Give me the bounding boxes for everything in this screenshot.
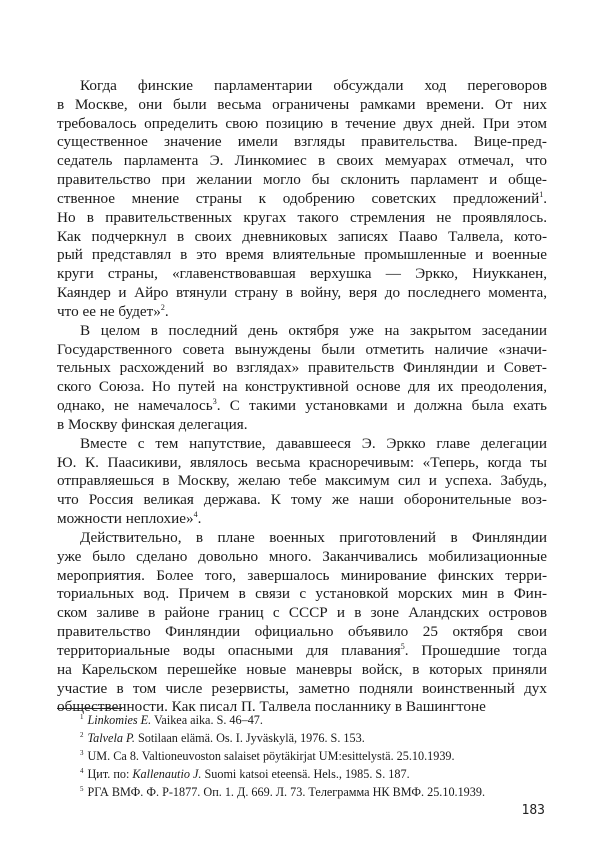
text-line [57,491,547,510]
line-text: ского Союза. Но путей на конструктивной основе для их преодоления, [57,378,547,396]
page-number: 183 [521,803,545,818]
footnote-ref: 4 [193,510,198,520]
line-text: рый представлял в это время влиятельные промышленные и военные [57,246,547,264]
footnote-text: РГА ВМФ. Ф. Р-1877. Оп. 1. Д. 669. Л. 73. Телеграмма НК ВМФ. 25.10.1939. [87,785,486,799]
footnote [80,711,550,729]
text-line [57,133,547,152]
footnote-author: Talvela P. [87,731,135,745]
text-line [57,397,547,416]
line-text: В целом в последний день октября уже на закрытом заседании [80,321,547,339]
text-line [57,171,547,190]
text-line [57,209,547,228]
line-text: правительство Финляндии официально объявило 25 октября свои [57,623,547,641]
line-text-tail: . [543,189,547,207]
line-text: круги страны, «главенствовавшая верхушка — Эркко, Ниукканен, [57,265,547,283]
footnote-author: Linkomies E. [87,713,152,727]
text-line [57,510,547,529]
footnote-text: UM. Ca 8. Valtioneuvoston salaiset pöytäkirjat UM:esittelystä. 25.10.1939. [87,749,455,763]
text-line [57,77,547,96]
paragraph [57,529,547,717]
line-text: общественности. Как писал П. Талвела посланнику в Вашингтоне [57,698,486,716]
line-text: уже было сделано довольно много. Заканчивались мобилизационные [57,547,547,565]
line-text-tail: . Прошедшие тогда [404,641,547,659]
text-line [57,623,547,642]
line-text: территориальные воды опасными для плавания [57,641,401,659]
footnote [80,729,550,747]
line-text: можности неплохие» [57,510,194,528]
text-line [57,661,547,680]
text-line [57,152,547,171]
footnote-author: Kallenautio J. [132,767,202,781]
text-line [57,435,547,454]
text-line [57,416,547,435]
line-text: однако, не намечалось [57,397,213,415]
line-text: Но в правительственных кругах такого стремления не проявлялось. [57,208,547,226]
line-text: тельных расхождений во взглядах» правительств Финляндии и Совет- [57,359,547,377]
line-text: что ее не будет» [57,302,161,320]
line-text: правительство при желании могло бы склонить парламент и обще- [57,171,547,189]
line-text: ториальных вод. Причем в связи с установкой морских мин в Фин- [57,585,547,603]
line-text: Каяндер и Айро втянули страну в войну, веря до последнего момента, [57,284,547,302]
line-text: Когда финские парламентарии обсуждали ход переговоров [80,77,547,94]
footnote-divider [57,708,122,709]
body-text [57,77,547,717]
footnote [80,783,550,801]
line-text: мероприятия. Более того, завершалось минирование финских терри- [57,566,547,584]
footnote-ref: 2 [160,302,165,312]
text-line [57,378,547,397]
line-text: что Россия великая держава. К тому же наши оборонительные воз- [57,491,547,509]
line-text-tail: . С такими установками и должна была ехать [216,397,547,415]
text-line [57,228,547,247]
footnote [80,747,550,765]
line-text: на Карельском перешейке новые маневры войск, в которых приняли [57,660,547,678]
footnote-number: 4 [80,767,84,775]
footnote-ref: 5 [400,641,405,651]
text-line [57,246,547,265]
text-line [57,529,547,548]
footnote-text: Vaikea aika. S. 46–47. [151,713,263,727]
line-text: требовалось определить свою позицию в течение двух дней. При этом [57,114,547,132]
text-line [57,265,547,284]
text-line [57,284,547,303]
line-text: седатель парламента Э. Линкомиес в своих мемуарах отмечал, что [57,152,547,170]
text-line [57,642,547,661]
footnote-text: Suomi katsoi eteensä. Hels., 1985. S. 187. [201,767,410,781]
line-text: в Москву финская делегация. [57,415,248,433]
footnote-number: 2 [80,731,84,739]
line-text-tail: . [197,510,202,528]
footnote-number: 5 [80,785,84,793]
footnotes [80,711,550,801]
line-text: Государственного совета вынуждены были отметить наличие «значи- [57,340,547,358]
text-line [57,585,547,604]
footnote-number: 3 [80,749,84,757]
paragraph [57,435,547,529]
line-text: Как подчеркнул в своих дневниковых записях Пааво Талвела, кото- [57,227,547,245]
text-line [57,548,547,567]
footnote-text: Sotilaan elämä. Os. I. Jyväskylä, 1976. S. 153. [134,731,365,745]
text-line [57,190,547,209]
line-text: ственное мнение страны к одобрению советских предложений [57,189,540,207]
paragraph [57,77,547,322]
line-text: отправляешься в Москву, желаю тебе максимум сил и успеха. Забудь, [57,472,547,490]
footnote-ref: 3 [212,397,217,407]
text-line [57,454,547,473]
footnote-ref: 1 [539,189,544,199]
text-line [57,604,547,623]
text-line [57,322,547,341]
text-line [57,303,547,322]
line-text-tail: . [164,302,169,320]
line-text: Вместе с тем напутствие, дававшееся Э. Эркко главе делегации [80,434,547,452]
text-line [57,359,547,378]
footnote-text: Цит. по: [87,767,133,781]
text-line [57,96,547,115]
line-text: в Москве, они были весьма ограничены рамками времени. От них [57,95,547,113]
line-text: существенное значение имели взгляды правительства. Вице-пред- [57,133,547,151]
text-line [57,115,547,134]
text-line [57,680,547,699]
footnote-number: 1 [80,713,84,721]
line-text: Действительно, в плане военных приготовлений в Финляндии [80,528,547,546]
text-line [57,567,547,586]
line-text: ском заливе в районе границ с СССР и в зоне Аландских островов [57,604,547,622]
paragraph [57,322,547,435]
line-text: Ю. К. Паасикиви, являлось весьма красноречивым: «Теперь, когда ты [57,453,547,471]
text-line [57,341,547,360]
line-text: участие в том числе резервисты, заметно подняли воинственный дух [57,679,547,697]
footnote [80,765,550,783]
text-line [57,472,547,491]
